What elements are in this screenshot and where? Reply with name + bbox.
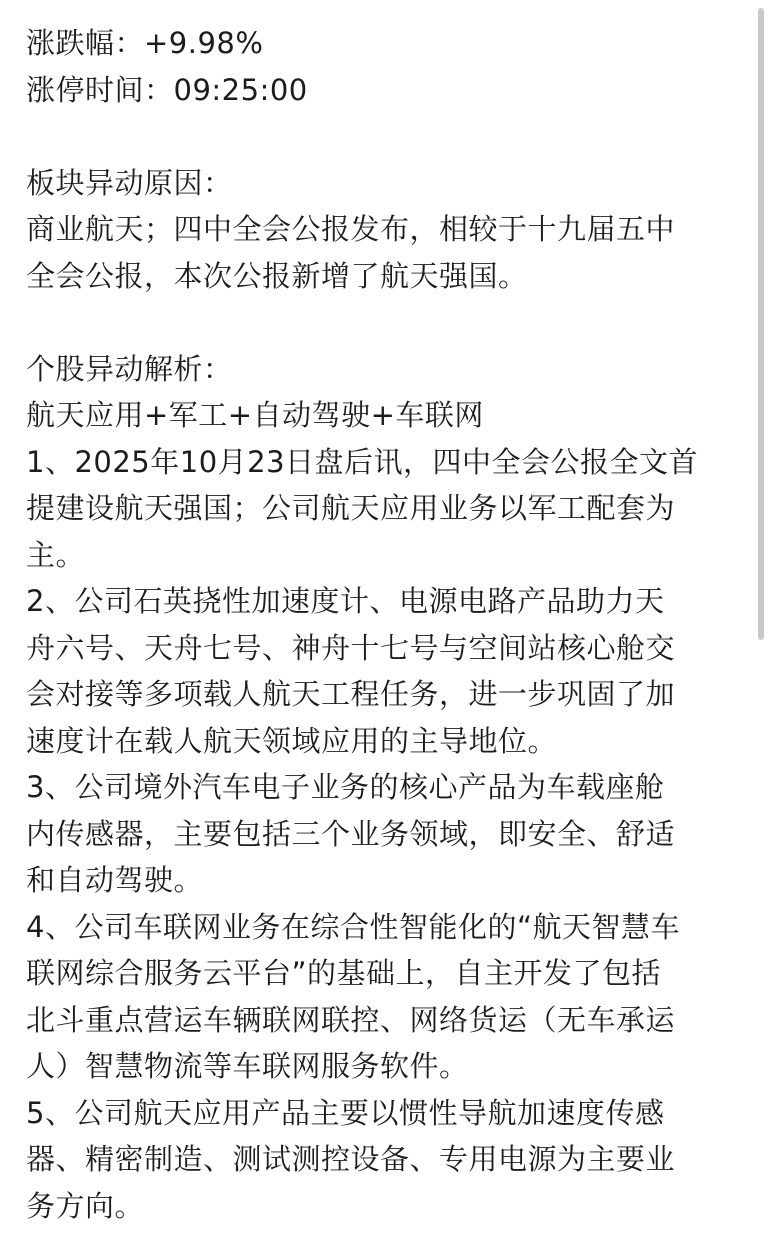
stock-text-line: 人）智慧物流等车联网服务软件。 <box>26 1049 469 1083</box>
spacer <box>26 113 750 160</box>
vertical-scrollbar[interactable] <box>758 8 764 640</box>
stock-text-line: 2、公司石英挠性加速度计、电源电路产品助力天 <box>26 584 665 618</box>
stock-text-line: 内传感器，主要包括三个业务领域，即安全、舒适 <box>26 816 676 851</box>
stock-text-line: 务方向。 <box>26 1188 145 1223</box>
stock-text-line: 1、2025年10月23日盘后讯，四中全会公报全文首 <box>26 444 699 479</box>
stock-text-line: 5、公司航天应用产品主要以惯性导航加速度传感 <box>26 1095 665 1130</box>
sector-text-line: 商业航天；四中全会公报发布，相较于十九届五中 <box>26 212 676 246</box>
stock-text-line: 联网综合服务云平台”的基础上，自主开发了包括 <box>26 956 662 990</box>
sector-text-line: 全会公报，本次公报新增了航天强国。 <box>26 258 528 293</box>
price-change-line: 涨跌幅：+9.98% <box>26 26 264 60</box>
stock-text-line: 北斗重点营运车辆联网联控、网络货运（无车承运 <box>26 1002 676 1037</box>
stock-text-line: 舟六号、天舟七号、神舟十七号与空间站核心舱交 <box>26 630 676 665</box>
stock-text-line: 器、精密制造、测试测控设备、专用电源为主要业 <box>26 1142 676 1176</box>
limit-up-time-line: 涨停时间：09:25:00 <box>26 72 308 107</box>
stock-text-line: 4、公司车联网业务在综合性智能化的“航天智慧车 <box>26 909 680 944</box>
stock-text-line: 和自动驾驶。 <box>26 863 204 897</box>
sector-heading: 板块异动原因： <box>26 165 233 200</box>
stock-heading: 个股异动解析： <box>26 351 233 386</box>
stock-tags-line: 航天应用+军工+自动驾驶+车联网 <box>26 398 484 432</box>
stock-text-line: 主。 <box>26 537 86 572</box>
stock-text-line: 3、公司境外汽车电子业务的核心产品为车载座舱 <box>26 770 665 804</box>
spacer <box>26 299 750 346</box>
stock-text-line: 速度计在载人航天领域应用的主导地位。 <box>26 723 558 758</box>
stock-text-line: 提建设航天强国；公司航天应用业务以军工配套为 <box>26 491 676 525</box>
article-body <box>26 20 750 1229</box>
stock-text-line: 会对接等多项载人航天工程任务，进一步巩固了加 <box>26 677 676 711</box>
